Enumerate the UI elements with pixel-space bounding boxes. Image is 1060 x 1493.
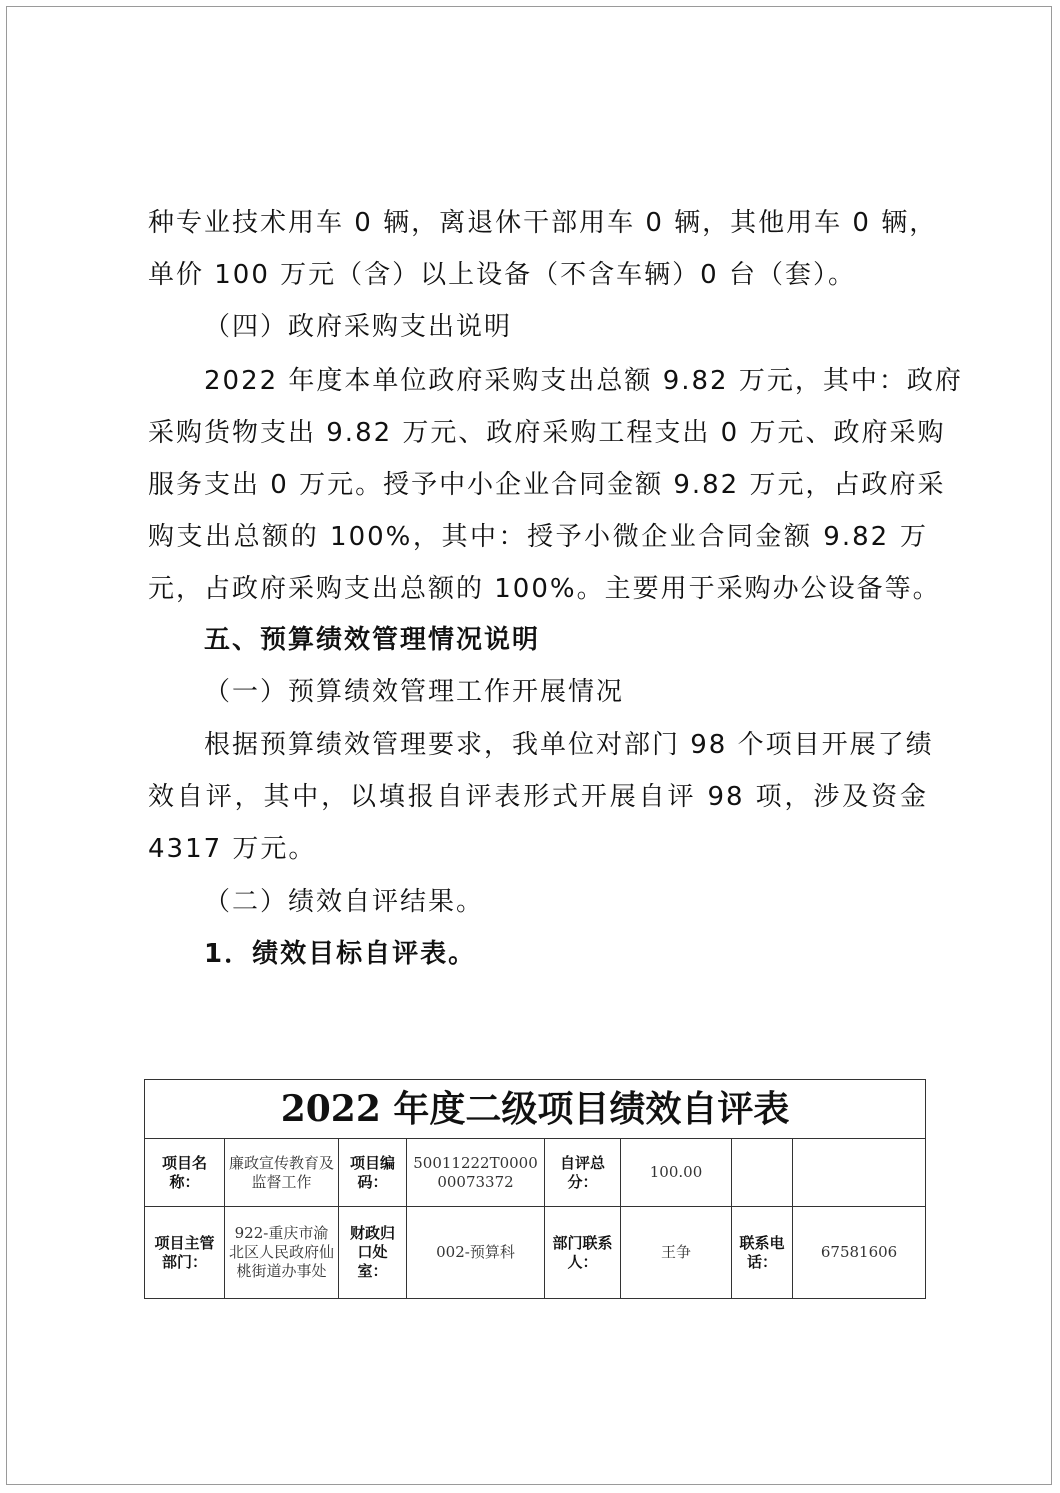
phone-label: 联系电话： [732, 1207, 793, 1299]
heading-text: 1．绩效目标自评表。 [204, 939, 477, 969]
project-name-value: 廉政宣传教育及监督工作 [225, 1139, 339, 1207]
phone-value: 67581606 [793, 1207, 926, 1299]
self-score-value: 100.00 [621, 1139, 732, 1207]
text-line: 种专业技术用车 0 辆，离退休干部用车 0 辆，其他用车 0 辆， [148, 208, 938, 238]
sub-heading-2 [148, 876, 928, 928]
text-line: 服务支出 0 万元。授予中小企业合同金额 9.82 万元，占政府采 [148, 470, 946, 500]
text-line: 单价 100 万元（含）以上设备（不含车辆）0 台（套）。 [148, 260, 856, 290]
contact-value: 王争 [621, 1207, 732, 1299]
project-code-label: 项目编码： [339, 1139, 407, 1207]
text-line: 元，占政府采购支出总额的 100%。主要用于采购办公设备等。 [148, 574, 941, 604]
text-line: 购支出总额的 100%，其中：授予小微企业合同金额 9.82 万 [148, 522, 928, 552]
empty-cell [793, 1139, 926, 1207]
heading-text: （四）政府采购支出说明 [204, 312, 513, 342]
table-title: 2022 年度二级项目绩效自评表 [145, 1080, 926, 1139]
vehicle-equipment-paragraph [148, 197, 938, 301]
section-5-heading [148, 614, 928, 666]
dept-label: 项目主管部门： [145, 1207, 225, 1299]
sub-heading-1 [148, 666, 928, 718]
text-line: 4317 万元。 [148, 834, 317, 864]
empty-cell [732, 1139, 793, 1207]
table-row [145, 1207, 926, 1299]
heading-text: （二）绩效自评结果。 [204, 887, 485, 917]
item-1-heading [148, 928, 928, 980]
text-line: 效自评，其中，以填报自评表形式开展自评 98 项，涉及资金 [148, 782, 928, 812]
dept-value: 922-重庆市渝北区人民政府仙桃街道办事处 [225, 1207, 339, 1299]
text-line: 2022 年度本单位政府采购支出总额 9.82 万元，其中：政府 [204, 366, 963, 396]
text-line: 根据预算绩效管理要求，我单位对部门 98 个项目开展了绩 [204, 730, 934, 760]
project-name-label: 项目名称： [145, 1139, 225, 1207]
heading-text: 五、预算绩效管理情况说明 [204, 625, 541, 655]
finance-office-label: 财政归口处室： [339, 1207, 407, 1299]
table-row [145, 1139, 926, 1207]
heading-text: （一）预算绩效管理工作开展情况 [204, 677, 625, 707]
performance-eval-table [144, 1079, 926, 1299]
finance-office-value: 002-预算科 [407, 1207, 545, 1299]
gov-purchase-heading [148, 301, 928, 353]
self-score-label: 自评总分： [545, 1139, 621, 1207]
gov-purchase-paragraph [148, 355, 963, 615]
performance-paragraph [148, 719, 934, 875]
project-code-value: 50011222T000000073372 [407, 1139, 545, 1207]
text-line: 采购货物支出 9.82 万元、政府采购工程支出 0 万元、政府采购 [148, 418, 946, 448]
contact-label: 部门联系人： [545, 1207, 621, 1299]
